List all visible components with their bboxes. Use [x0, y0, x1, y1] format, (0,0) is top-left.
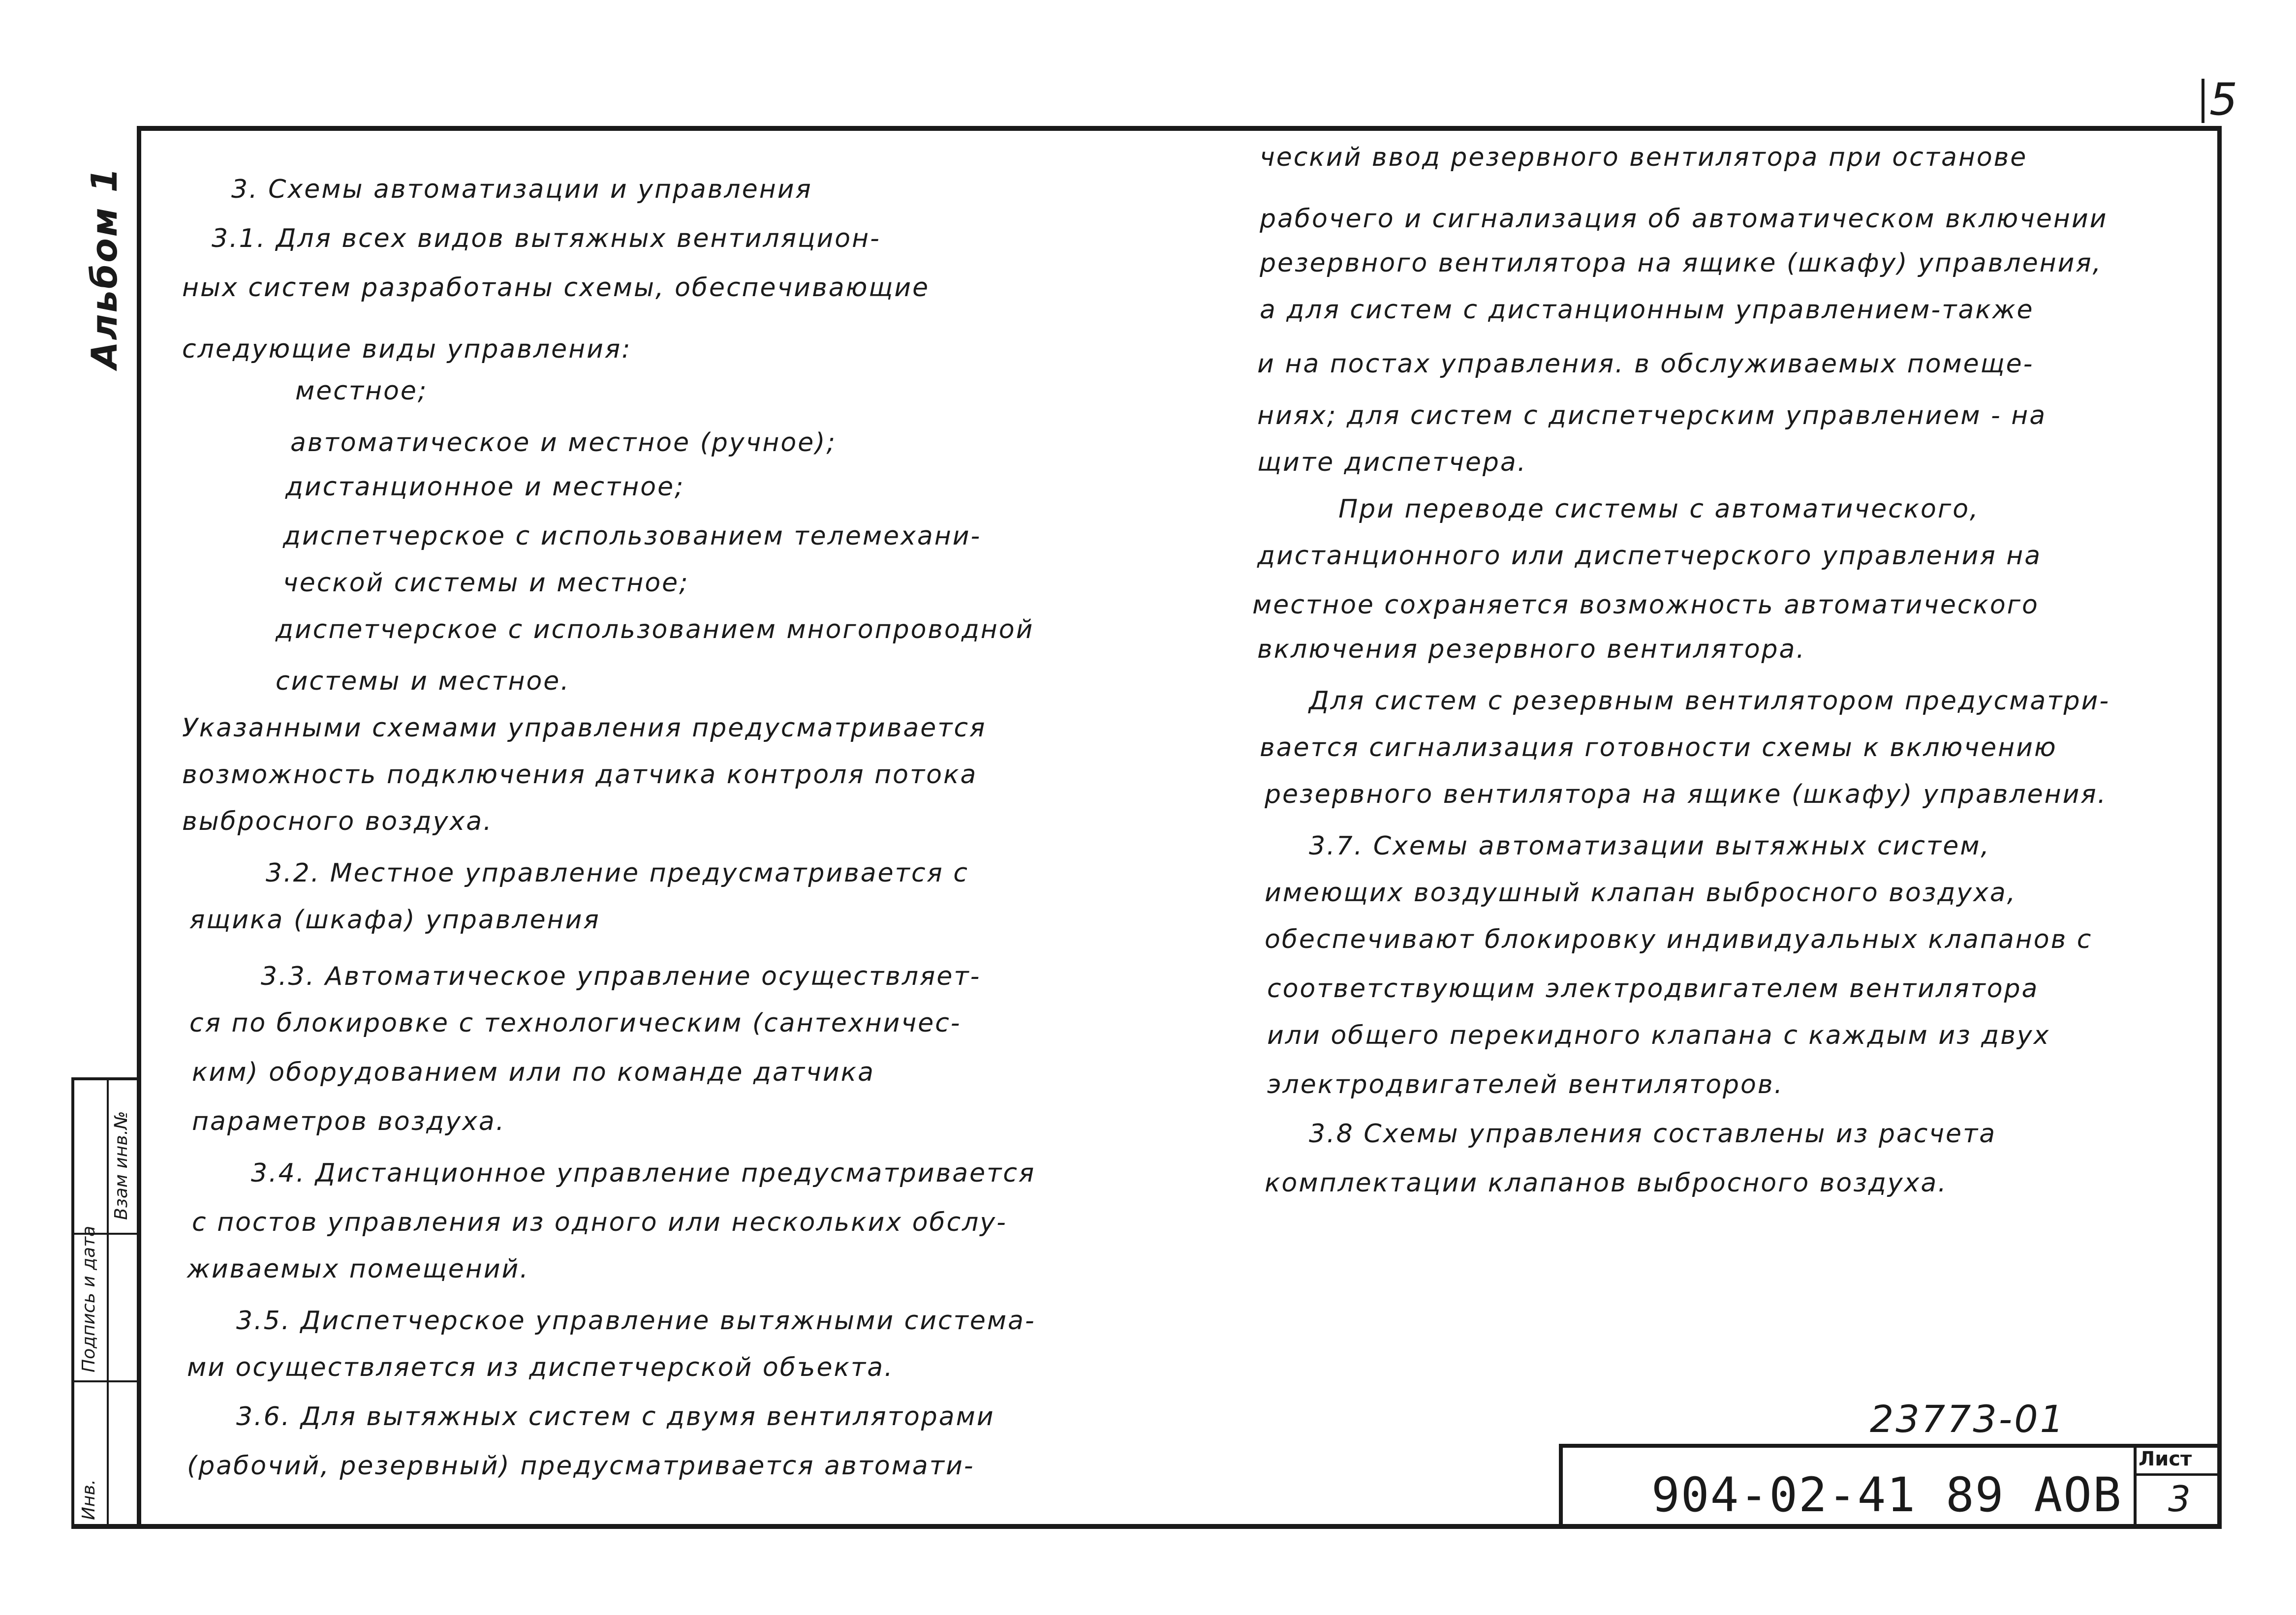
text-line: ческий ввод резервного вентилятора при останове — [1260, 143, 2028, 172]
text-line: включения резервного вентилятора. — [1257, 635, 1806, 664]
text-line: (рабочий, резервный) предусматривается автомати- — [187, 1451, 975, 1481]
text-line: 3.4. Дистанционное управление предусматривается — [251, 1158, 1036, 1188]
text-line: и на постах управления. в обслуживаемых помеще- — [1257, 349, 2034, 379]
text-line: При переводе системы с автоматического, — [1338, 494, 1980, 524]
text-line: 3.3. Автоматическое управление осуществляет- — [261, 962, 981, 991]
text-line: параметров воздуха. — [192, 1107, 506, 1136]
text-line: местное сохраняется возможность автоматического — [1252, 590, 2039, 620]
list-item: системы и местное. — [276, 667, 570, 696]
title-block-code: 904-02-41 89 АОВ — [1651, 1467, 2122, 1523]
page-corner-tick — [2202, 79, 2204, 123]
text-line: вается сигнализация готовности схемы к включению — [1260, 733, 2057, 762]
text-line: живаемых помещений. — [187, 1254, 529, 1284]
text-line: Указанными схемами управления предусматривается — [182, 713, 987, 743]
list-item: дистанционное и местное; — [285, 472, 685, 502]
text-line: комплектации клапанов выбросного воздуха. — [1265, 1168, 1948, 1198]
text-line: 3.5. Диспетчерское управление вытяжными система- — [236, 1306, 1036, 1336]
title-block — [1559, 1444, 2221, 1528]
list-item: диспетчерское с использованием телемехани- — [283, 521, 982, 551]
sheet-label: Лист — [2139, 1448, 2192, 1470]
text-line: резервного вентилятора на ящике (шкафу) управления. — [1265, 780, 2108, 809]
side-stamp-signature-date: Подпись и дата — [79, 1225, 99, 1372]
text-line: выбросного воздуха. — [182, 807, 493, 836]
text-line: ниях; для систем с диспетчерским управлением - на — [1257, 401, 2047, 430]
sheet-number: 3 — [2168, 1478, 2191, 1520]
text-line: следующие виды управления: — [182, 335, 632, 364]
text-line: 3.6. Для вытяжных систем с двумя вентиляторами — [236, 1402, 995, 1432]
text-line: обеспечивают блокировку индивидуальных клапанов с — [1265, 925, 2093, 954]
text-line: ми осуществляется из диспетчерской объекта. — [187, 1353, 894, 1382]
text-line: возможность подключения датчика контроля потока — [182, 760, 978, 790]
text-line: Для систем с резервным вентилятором предусматри- — [1309, 686, 2110, 716]
text-line: резервного вентилятора на ящике (шкафу) управления, — [1260, 248, 2103, 278]
frame-right-border — [2217, 126, 2222, 1528]
text-line: ных систем разработаны схемы, обеспечивающие — [182, 273, 930, 303]
document-number: 23773-01 — [1870, 1397, 2066, 1441]
text-line: электродвигателей вентиляторов. — [1267, 1070, 1784, 1099]
list-item: ческой системы и местное; — [283, 568, 689, 598]
text-line: щите диспетчера. — [1257, 448, 1527, 477]
frame-top-border — [137, 126, 2221, 131]
list-item: диспетчерское с использованием многопроводной — [276, 615, 1034, 644]
text-line: с постов управления из одного или нескольких обслу- — [192, 1208, 1007, 1237]
text-line: дистанционного или диспетчерского управления на — [1257, 541, 2042, 571]
page-number: 5 — [2209, 74, 2239, 125]
list-item: автоматическое и местное (ручное); — [290, 428, 837, 457]
list-item: местное; — [295, 376, 428, 406]
text-line: 3.2. Местное управление предусматривается с — [266, 858, 969, 888]
album-label: Альбом 1 — [84, 166, 125, 369]
text-line: 3.1. Для всех видов вытяжных вентиляцион- — [212, 224, 881, 253]
side-stamp-replaces: Взам инв.№ — [111, 1111, 131, 1220]
text-line: рабочего и сигнализация об автоматическом включении — [1260, 204, 2108, 234]
text-line: соответствующим электродвигателем вентилятора — [1267, 974, 2039, 1004]
section-heading: 3. Схемы автоматизации и управления — [231, 175, 812, 204]
text-line: ящика (шкафа) управления — [189, 905, 600, 935]
text-line: или общего перекидного клапана с каждым из двух — [1267, 1021, 2050, 1050]
text-line: ким) оборудованием или по команде датчика — [192, 1058, 875, 1087]
side-stamp-row-divider — [74, 1380, 139, 1382]
side-stamp-divider — [107, 1080, 109, 1527]
text-line: 3.8 Схемы управления составлены из расчета — [1309, 1119, 1997, 1149]
text-line: имеющих воздушный клапан выбросного воздуха, — [1265, 878, 2017, 908]
text-line: ся по блокировке с технологическим (сантехничес- — [189, 1008, 962, 1038]
title-block-divider — [2134, 1448, 2137, 1528]
text-line: а для систем с дистанционным управлением-также — [1260, 295, 2034, 325]
side-stamp-inv: Инв. — [79, 1479, 99, 1520]
title-block-row-divider — [2134, 1473, 2221, 1476]
text-line: 3.7. Схемы автоматизации вытяжных систем, — [1309, 831, 1990, 861]
